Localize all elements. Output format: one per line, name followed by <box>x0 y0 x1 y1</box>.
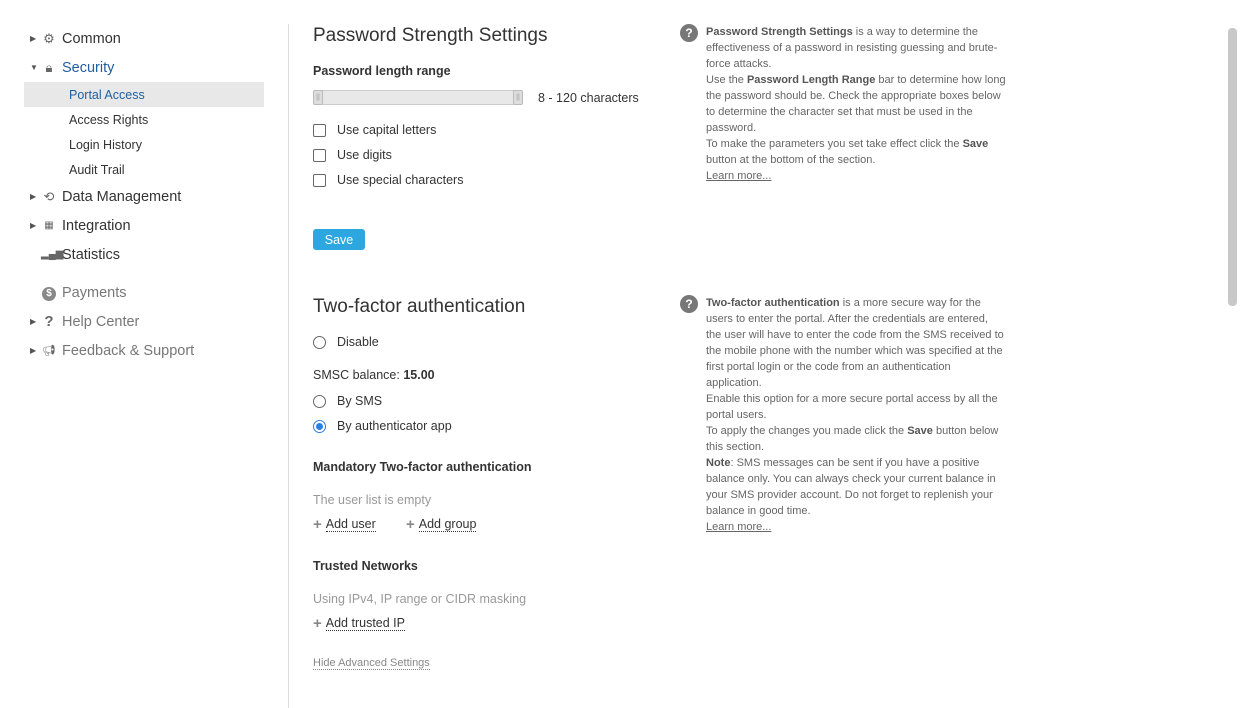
dollar-icon: $ <box>41 284 57 301</box>
nav-label: Payments <box>62 284 127 301</box>
password-length-value: 8 - 120 characters <box>538 91 639 105</box>
help-text: Use the <box>706 74 747 86</box>
expand-arrow-icon[interactable]: ▶ <box>30 346 37 355</box>
nav-statistics[interactable] <box>24 240 264 269</box>
add-user-button[interactable] <box>313 516 376 533</box>
nav-data-management[interactable] <box>24 182 264 211</box>
tfa-section-title: Two-factor authentication <box>313 296 526 317</box>
nav-label: Common <box>62 30 121 47</box>
divider <box>288 24 289 708</box>
sidebar <box>24 24 264 365</box>
help-text: is a way to determine the effectiveness of a password in resisting guessing and brute-force attacks. <box>706 26 998 70</box>
checkbox[interactable] <box>313 174 326 187</box>
add-user-link[interactable]: Add user <box>325 517 376 531</box>
help-text: button at the bottom of the section. <box>706 154 876 166</box>
digits-option[interactable] <box>313 148 392 162</box>
checkbox[interactable] <box>313 149 326 162</box>
help-bold: Save <box>962 138 989 150</box>
plus-icon: + <box>313 615 322 632</box>
radio-selected[interactable] <box>313 420 326 433</box>
expand-arrow-icon[interactable]: ▶ <box>30 192 37 201</box>
plus-icon: + <box>313 516 322 533</box>
hide-advanced-settings-link[interactable]: Hide Advanced Settings <box>313 657 430 669</box>
scrollbar-thumb[interactable] <box>1228 28 1237 306</box>
lock-icon: 🔒︎ <box>45 59 53 75</box>
tfa-disable-option[interactable] <box>313 335 379 349</box>
nav-audit-trail[interactable]: Audit Trail <box>69 162 125 177</box>
help-bold: Password Length Range <box>746 74 876 86</box>
option-label: Use capital letters <box>337 123 437 137</box>
password-length-slider[interactable] <box>313 90 523 105</box>
expand-arrow-icon[interactable]: ▶ <box>30 34 37 43</box>
nav-label: Statistics <box>62 246 121 263</box>
help-text: is a more secure way for the users to enter the portal. After the credentials are entered, the user will have to enter the code from the SMS received to the mobile phone with the number which was specified at the first portal login or the code from an authentication application. <box>706 297 1004 389</box>
gear-icon: ⚙ <box>43 30 55 46</box>
tfa-sms-option[interactable] <box>313 394 382 408</box>
checkbox[interactable] <box>313 124 326 137</box>
nav-label: Help Center <box>62 313 140 330</box>
expand-arrow-icon[interactable]: ▶ <box>30 317 37 326</box>
megaphone-icon: 📢︎ <box>42 345 56 357</box>
nav-common[interactable] <box>24 24 264 53</box>
trusted-networks-hint: Using IPv4, IP range or CIDR masking <box>313 592 527 606</box>
user-list-empty: The user list is empty <box>313 493 432 507</box>
special-characters-option[interactable] <box>313 173 463 187</box>
balance-label: SMSC balance: <box>313 368 400 382</box>
nav-label: Data Management <box>62 188 182 205</box>
balance-value: 15.00 <box>403 368 435 382</box>
option-label: By SMS <box>337 394 383 408</box>
nav-security[interactable] <box>24 53 264 82</box>
nav-feedback-support[interactable] <box>24 336 264 365</box>
plus-icon: + <box>406 516 415 533</box>
nav-portal-access[interactable]: Portal Access <box>24 82 264 107</box>
option-label: Use digits <box>337 148 392 162</box>
collapse-arrow-icon[interactable]: ▼ <box>30 63 38 72</box>
nav-label: Feedback & Support <box>62 342 195 359</box>
help-text: Enable this option for a more secure portal access by all the portal users. <box>706 393 998 421</box>
password-length-label: Password length range <box>313 64 451 78</box>
slider-min-handle[interactable]: || <box>313 90 323 105</box>
nav-payments[interactable] <box>24 278 264 307</box>
learn-more-link[interactable]: Learn more... <box>706 521 772 533</box>
help-text: bar to determine how long the password should be. Check the appropriate boxes below to determine the character set that must be used in the password. <box>706 74 1006 134</box>
nav-label: Security <box>62 59 115 76</box>
help-text: button below this section. <box>706 425 999 453</box>
tfa-app-option[interactable] <box>313 419 452 433</box>
add-trusted-ip-button[interactable] <box>313 615 405 632</box>
grid-icon: ▦ <box>44 220 54 231</box>
learn-more-link[interactable]: Learn more... <box>706 170 772 182</box>
add-group-button[interactable] <box>406 516 476 533</box>
question-icon: ? <box>44 313 54 330</box>
option-label: Use special characters <box>337 173 464 187</box>
help-bold: Password Strength Settings <box>706 26 853 38</box>
question-icon: ? <box>680 24 698 42</box>
trusted-networks-title: Trusted Networks <box>313 559 418 573</box>
nav-login-history[interactable]: Login History <box>69 137 142 152</box>
help-bold: Note <box>706 457 731 469</box>
option-label: Disable <box>337 335 379 349</box>
help-bold: Save <box>907 425 933 437</box>
help-text: To apply the changes you made click the <box>706 425 908 437</box>
mandatory-tfa-title: Mandatory Two-factor authentication <box>313 460 532 474</box>
add-trusted-ip-link[interactable]: Add trusted IP <box>325 616 405 630</box>
password-help <box>680 24 1010 184</box>
add-group-link[interactable]: Add group <box>418 517 477 531</box>
smsc-balance <box>313 368 435 382</box>
save-button[interactable]: Save <box>313 229 365 250</box>
option-label: By authenticator app <box>337 419 452 433</box>
refresh-icon: ⟲ <box>43 188 55 204</box>
nav-help-center[interactable] <box>24 307 264 336</box>
radio[interactable] <box>313 395 326 408</box>
help-text: : SMS messages can be sent if you have a positive balance only. You can always check your current balance in your SMS provider account. Do not forget to replenish your balance in good time. <box>706 457 996 517</box>
capital-letters-option[interactable] <box>313 123 436 137</box>
nav-integration[interactable] <box>24 211 264 240</box>
bar-chart-icon: ▂▄▆ <box>41 249 64 260</box>
nav-access-rights[interactable]: Access Rights <box>69 112 149 127</box>
help-bold: Two-factor authentication <box>706 297 840 309</box>
expand-arrow-icon[interactable]: ▶ <box>30 221 37 230</box>
radio[interactable] <box>313 336 326 349</box>
help-text: To make the parameters you set take effect click the <box>706 138 963 150</box>
slider-max-handle[interactable]: || <box>513 90 523 105</box>
nav-label: Integration <box>62 217 131 234</box>
tfa-help <box>680 295 1010 535</box>
password-section-title: Password Strength Settings <box>313 25 548 46</box>
question-icon: ? <box>680 295 698 313</box>
